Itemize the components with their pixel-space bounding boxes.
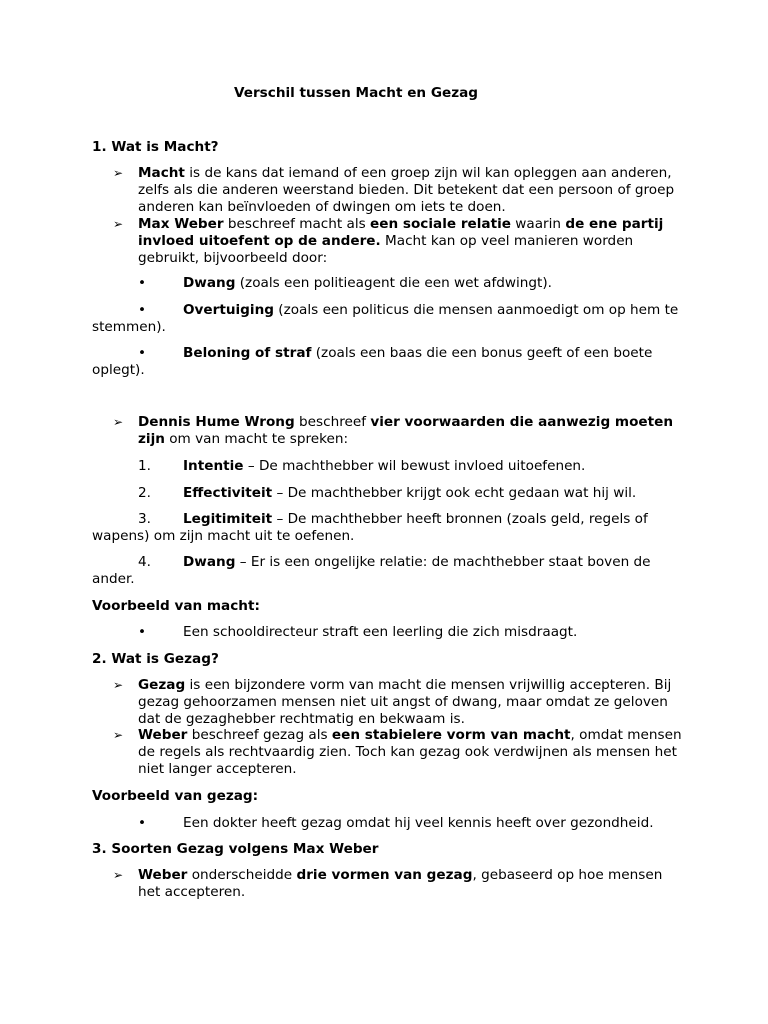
- section-heading-gezag: 2. Wat is Gezag?: [92, 651, 219, 667]
- list-number: 2.: [138, 485, 151, 501]
- list-item: • Dwang (zoals een politieagent die een wet afdwingt).: [92, 275, 682, 292]
- paragraph: Gezag is een bijzondere vorm van macht die mensen vrijwillig accepteren. Bij gezag gehoorzamen mensen niet uit angst of dwang, maar omdat ze geloven dat de gezaghebber rechtmatig en bekwaam is.: [138, 677, 672, 727]
- list-number: 3.: [138, 511, 151, 527]
- section-heading-macht: 1. Wat is Macht?: [92, 139, 219, 155]
- list-number: 4.: [138, 554, 151, 570]
- paragraph: Macht is de kans dat iemand of een groep zijn wil kan opleggen aan anderen, zelfs als die anderen weerstand bieden. Dit betekent dat een persoon of groep anderen kan beïnvloeden of dwingen om iets te doen.: [138, 165, 675, 215]
- arrow-item-max-weber: [113, 216, 683, 267]
- arrow-bullet-icon: ➢: [113, 728, 124, 742]
- arrow-item-weber-gezag: [113, 727, 683, 778]
- paragraph: Max Weber beschreef macht als een sociale relatie waarin de ene partij invloed uitoefent op de andere. Macht kan op veel manieren worden gebruikt, bijvoorbeeld door:: [138, 216, 664, 266]
- bullet-icon: •: [138, 815, 147, 831]
- example-heading-gezag: Voorbeeld van gezag:: [92, 788, 259, 804]
- paragraph: Weber beschreef gezag als een stabielere vorm van macht, omdat mensen de regels als rechtvaardig zien. Toch kan gezag ook verdwijnen als mensen het niet langer accepteren.: [138, 727, 682, 777]
- arrow-item-weber-vormen: [113, 867, 683, 901]
- list-item: 1. Intentie – De machthebber wil bewust invloed uitoefenen.: [92, 458, 682, 475]
- arrow-bullet-icon: ➢: [113, 217, 124, 231]
- list-item: 3. Legitimiteit – De machthebber heeft bronnen (zoals geld, regels of wapens) om zijn macht uit te oefenen.: [92, 511, 648, 544]
- bullet-icon: •: [138, 302, 147, 318]
- arrow-bullet-icon: ➢: [113, 415, 124, 429]
- bullet-icon: •: [138, 275, 147, 291]
- bullet-icon: •: [138, 624, 147, 640]
- arrow-item-macht-definition: [113, 165, 683, 216]
- list-item: • Een dokter heeft gezag omdat hij veel kennis heeft over gezondheid.: [92, 815, 682, 832]
- list-item: 2. Effectiviteit – De machthebber krijgt ook echt gedaan wat hij wil.: [92, 485, 682, 502]
- list-item: • Beloning of straf (zoals een baas die een bonus geeft of een boete oplegt).: [92, 345, 653, 378]
- bullet-icon: •: [138, 345, 147, 361]
- paragraph: Dennis Hume Wrong beschreef vier voorwaarden die aanwezig moeten zijn om van macht te spreken:: [138, 414, 674, 447]
- arrow-item-dennis-wrong: [113, 414, 683, 448]
- section-heading-soorten-gezag: 3. Soorten Gezag volgens Max Weber: [92, 841, 379, 857]
- list-item: 4. Dwang – Er is een ongelijke relatie: de machthebber staat boven de ander.: [92, 554, 651, 587]
- arrow-bullet-icon: ➢: [113, 868, 124, 882]
- arrow-bullet-icon: ➢: [113, 166, 124, 180]
- paragraph: Weber onderscheidde drie vormen van gezag, gebaseerd op hoe mensen het accepteren.: [138, 867, 663, 900]
- list-item: • Een schooldirecteur straft een leerling die zich misdraagt.: [92, 624, 682, 641]
- list-item: • Overtuiging (zoals een politicus die mensen aanmoedigt om op hem te stemmen).: [92, 302, 679, 335]
- example-heading-macht: Voorbeeld van macht:: [92, 598, 260, 614]
- arrow-item-gezag-definition: [113, 677, 683, 728]
- document-title: Verschil tussen Macht en Gezag: [233, 85, 479, 101]
- list-number: 1.: [138, 458, 151, 474]
- arrow-bullet-icon: ➢: [113, 678, 124, 692]
